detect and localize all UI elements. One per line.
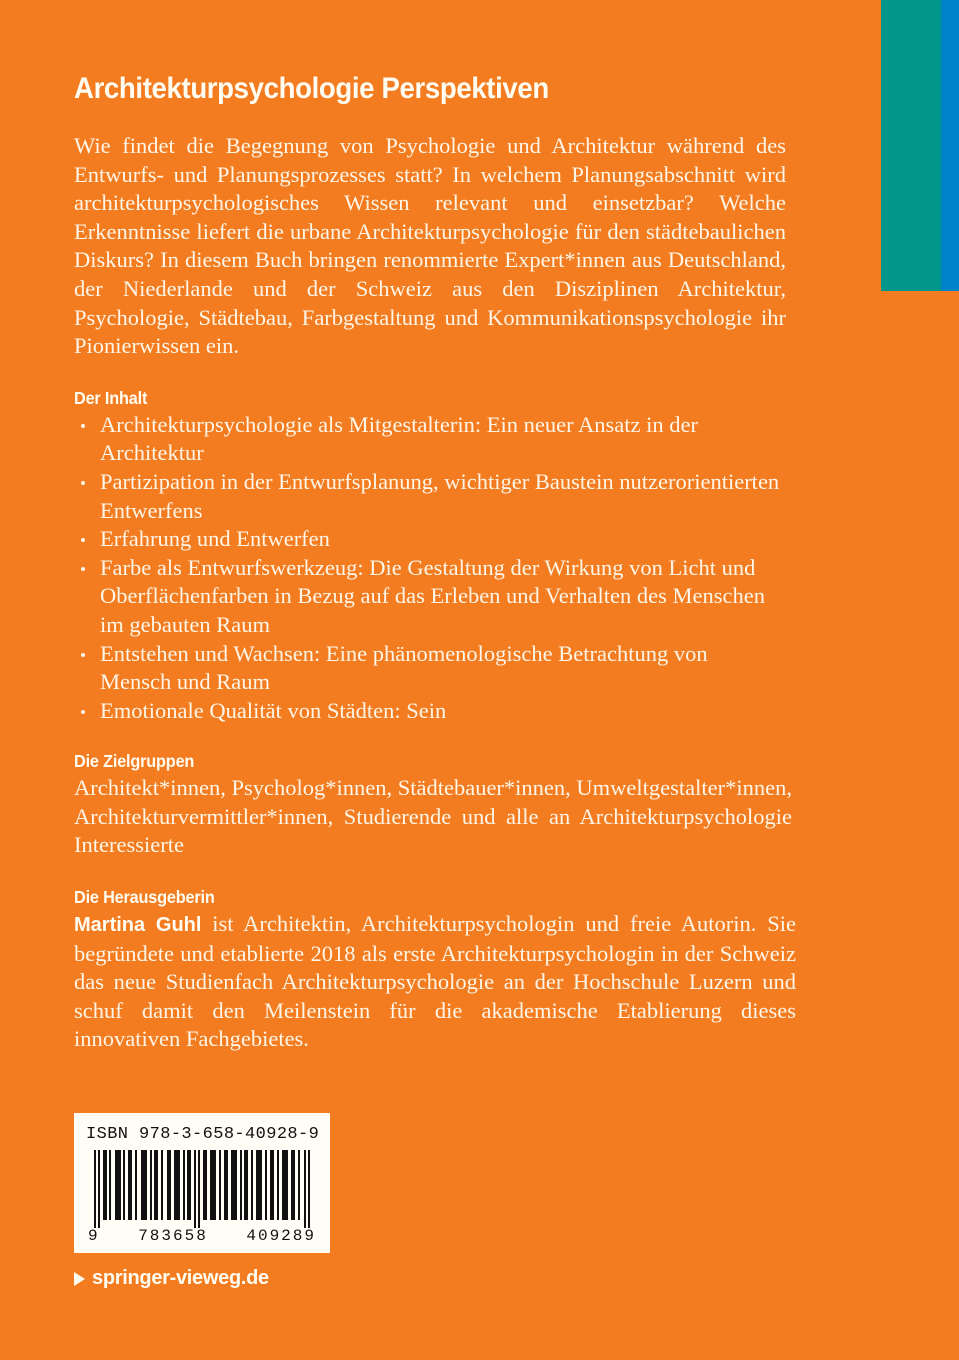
editor-bio: ist Architektin, Architekturpsychologin und freie Autorin. Sie begründete und etablierte 2018 als erste Architekturpsychologin in der Schweiz das neue Studienfach Architekturpsychologie an der Hochschule Luzern und schuf damit den Meilenstein für die akademische Etablierung dieses innovativen Fachgebietes. xyxy=(74,911,796,1052)
list-item: Farbe als Entwurfswerkzeug: Die Gestaltung der Wirkung von Licht und Oberflächenfarben in Bezug auf das Erleben und Verhalten des Menschen im gebauten Raum xyxy=(74,554,780,640)
list-item: Emotionale Qualität von Städten: Sein xyxy=(74,697,780,726)
publisher-logo[interactable] xyxy=(74,1267,330,1290)
publisher-url-label: springer-vieweg.de xyxy=(92,1267,269,1289)
barcode-digit-left: 9 xyxy=(88,1227,100,1245)
section-heading-zielgruppen: Die Zielgruppen xyxy=(74,751,195,772)
barcode-block xyxy=(74,1113,330,1290)
list-item: Partizipation in der Entwurfsplanung, wichtiger Baustein nutzerorientierten Entwerfens xyxy=(74,468,780,525)
intro-paragraph: Wie findet die Begegnung von Psychologie und Architektur während des Entwurfs- und Planungsprozesses statt? In welchem Planungsabschnitt wird architekturpsychologisches Wissen relevant und einsetzbar? Welche Erkenntnisse liefert die urbane Architekturpsychologie für den städtebaulichen Diskurs? In diesem Buch bringen renommierte Expert*innen aus Deutschland, der Niederlande und der Schweiz aus den Disziplinen Architektur, Psychologie, Städtebau, Farbgestaltung und Kommunikationspsychologie ihr Pionierwissen ein. xyxy=(74,133,786,359)
page-title: Architekturpsychologie Perspektiven xyxy=(74,72,549,105)
isbn-text: ISBN 978-3-658-40928-9 xyxy=(86,1125,320,1144)
barcode-digit-group-2: 409289 xyxy=(246,1227,316,1245)
editor-name: Martina Guhl xyxy=(74,914,202,937)
list-item: Entstehen und Wachsen: Eine phänomenologische Betrachtung von Mensch und Raum xyxy=(74,640,780,697)
barcode-digits xyxy=(86,1227,318,1245)
section-heading-inhalt: Der Inhalt xyxy=(74,387,148,408)
decorative-blue-bar xyxy=(941,0,959,291)
zielgruppen-text: Architekt*innen, Psycholog*innen, Städtebauer*innen, Umweltgestalter*innen, Architekturvermittler*innen, Studierende und alle an Architekturpsychologie Interessierte xyxy=(74,775,792,858)
section-heading-herausgeberin: Die Herausgeberin xyxy=(74,887,215,908)
list-item: Erfahrung und Entwerfen xyxy=(74,525,780,554)
inhalt-list xyxy=(74,411,780,726)
barcode-image xyxy=(86,1150,318,1228)
barcode-digit-group-1: 783658 xyxy=(138,1227,208,1245)
barcode-card xyxy=(74,1113,330,1253)
herausgeberin-text xyxy=(74,910,796,1054)
play-triangle-icon xyxy=(74,1272,85,1286)
back-cover-content xyxy=(74,0,804,1054)
decorative-color-block xyxy=(881,0,959,291)
decorative-teal-bar xyxy=(881,0,941,291)
list-item: Architekturpsychologie als Mitgestalterin: Ein neuer Ansatz in der Architektur xyxy=(74,411,780,468)
